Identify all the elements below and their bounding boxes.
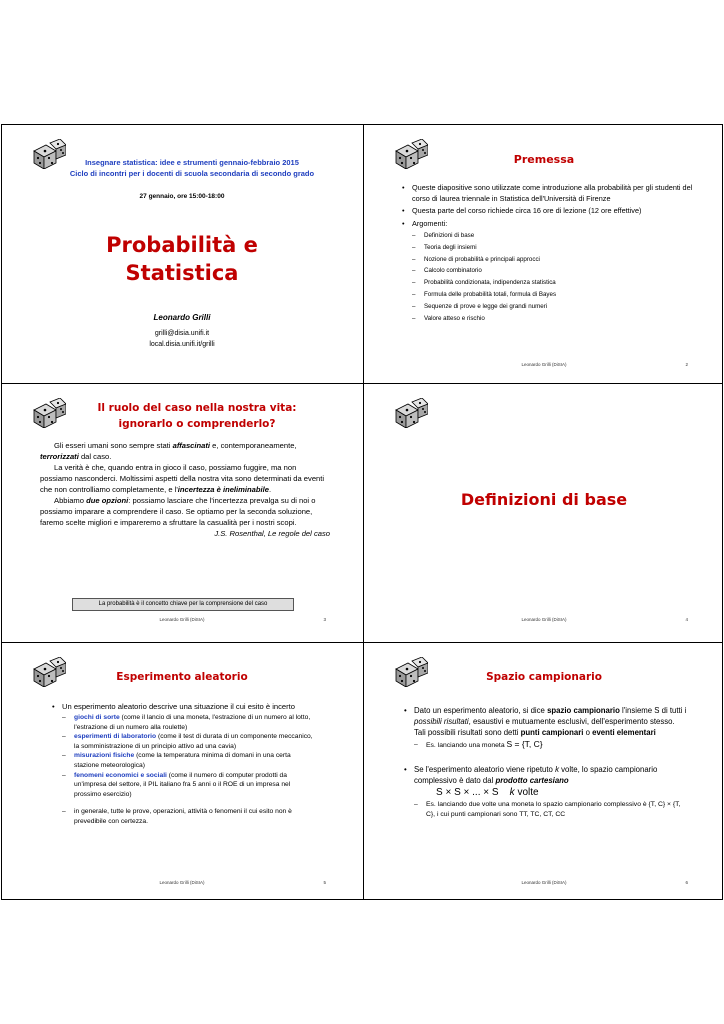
bullet-text: Un esperimento aleatorio descrive una situazione il cui esito è incerto: [62, 702, 295, 711]
example-item: [62, 771, 314, 800]
topic-item: [412, 313, 698, 325]
page-number: 6: [685, 880, 688, 885]
term: possibili risultati: [414, 717, 469, 726]
bullet-text: Queste diapositive sono utilizzate come introduzione alla probabilità per gli studenti del corso di laurea triennale in Statistica dell'Università di Firenze: [412, 183, 693, 203]
quote-attribution: J.S. Rosenthal, Le regole del caso: [214, 529, 330, 538]
slide-footer: Leonardo Grilli (DiSIA): [521, 880, 567, 885]
essay-text: [40, 440, 330, 539]
example-item: [414, 739, 688, 751]
title-line1: Probabilità e: [106, 233, 258, 257]
term: spazio campionario: [547, 706, 620, 715]
bullet-item: [402, 206, 698, 217]
bullet-item: [402, 219, 698, 325]
title-line1: Il ruolo del caso nella nostra vita:: [97, 402, 297, 414]
bullet-text: Questa parte del corso richiede circa 16 ore di lezione (12 ore effettive): [412, 206, 642, 215]
slide-footer: Leonardo Grilli (DiSIA): [159, 617, 205, 622]
bullet-item: [404, 764, 688, 819]
term: prodotto cartesiano: [495, 776, 569, 785]
example-item: [62, 732, 314, 751]
example-term: fenomeni economici e sociali: [74, 771, 167, 779]
example-desc: (come il lancio di una moneta, l'estrazione di un numero al lotto, l'estrazione di un numero alla roulette): [74, 714, 311, 731]
author-website: local.disia.unifi.it/grilli: [149, 341, 215, 348]
formula: S × S × ... × S: [436, 787, 499, 798]
text: .: [268, 485, 272, 494]
topic-item: [412, 242, 698, 254]
slide-footer: Leonardo Grilli (DiSIA): [521, 617, 567, 622]
topics-list: [412, 230, 698, 324]
example-desc: (come il test di durata di un componente meccanico, la somministrazione di un principio attivo ad una cavia): [74, 733, 313, 750]
example-desc: (come la temperatura minima di domani in una certa stazione meteorologica): [74, 752, 291, 769]
page-number: 3: [323, 617, 326, 622]
text: La verità è che, quando entra in gioco il caso, possiamo fuggire, ma non possiamo nasconderci. Moltissimi aspetti della nostra vita sono determinati da eventi che non controlliamo completamente, e l': [40, 463, 325, 494]
slide-footer: Leonardo Grilli (DiSIA): [521, 362, 567, 367]
term: eventi elementari: [592, 728, 656, 737]
term: punti campionari: [520, 728, 584, 737]
paragraph-2: [40, 462, 330, 495]
example-desc: in generale, tutte le prove, operazioni, attività o fenomeni il cui esito non è prevedibile con certezza.: [74, 808, 292, 825]
text: : possiamo lasciare che l'incertezza prevalga su di noi o possiamo imparare a comprendere il caso. Se optiamo per la seconda soluzione, faremo scelte migliori e impareremo a sfruttare la casualità per i nostri scopi.: [40, 496, 316, 527]
topic-text: Teoria degli insiemi: [424, 243, 477, 251]
topic-item: [412, 277, 698, 289]
slide-title: Spazio campionario: [486, 671, 602, 683]
slide-footer: Leonardo Grilli (DiSIA): [159, 880, 205, 885]
topic-text: Definizioni di base: [424, 232, 475, 239]
variable: k: [555, 765, 559, 774]
text: volte, lo spazio campionario complessivo è dato dal: [414, 765, 658, 785]
topic-text: Sequenze di prove e legge dei grandi numeri: [424, 302, 548, 310]
example-term: misurazioni fisiche: [74, 752, 135, 760]
slide-5-esperimento-aleatorio: [2, 643, 362, 901]
lecture-date: 27 gennaio, ore 15:00-18:00: [139, 193, 225, 200]
section-title: Definizioni di base: [460, 490, 628, 509]
bullet-list: [52, 701, 314, 827]
text: o: [583, 728, 593, 737]
presentation-title: [2, 231, 362, 287]
variable: k: [509, 787, 515, 798]
text: , esaustivi e mutuamente esclusivi, dell'esperimento stesso. Tali possibili risultati sono detti: [414, 717, 675, 737]
text: e, contemporaneamente,: [210, 441, 297, 450]
sub-list: [414, 739, 688, 751]
slide-title: [42, 400, 352, 432]
emphasis: terrorizzati: [40, 452, 79, 461]
text: Es. lanciando due volte una moneta lo spazio campionario complessivo è {T, C} × {T, C}, i cui punti campionari sono TT, TC, CT, CC: [426, 801, 681, 818]
sub-list: [414, 800, 688, 819]
author-name: Leonardo Grilli: [153, 313, 211, 322]
topic-text: Valore atteso e rischio: [424, 314, 485, 322]
slide-title: Esperimento aleatorio: [116, 671, 248, 683]
emphasis: due opzioni: [86, 496, 129, 505]
cartesian-formula: [414, 786, 688, 799]
topic-text: Nozione di probabilità e principali approcci: [424, 255, 540, 263]
example-term: giochi di sorte: [74, 714, 120, 721]
handout-grid: [1, 124, 723, 900]
bullet-item: [404, 705, 688, 751]
slide-4-definizioni: [364, 384, 724, 642]
course-header: [42, 157, 342, 179]
topic-text: Formula delle probabilità totali, formula di Bayes: [424, 290, 557, 298]
emphasis: incertezza è ineliminabile: [177, 485, 269, 494]
topic-item: [412, 301, 698, 313]
bullet-item: [402, 183, 698, 204]
slide-3-ruolo-del-caso: [2, 384, 362, 642]
key-concept-callout: La probabilità è il concetto chiave per la comprensione del caso: [72, 598, 294, 611]
course-header-line1: Insegnare statistica: idee e strumenti gennaio-febbraio 2015: [85, 158, 299, 167]
formula: S = {T, C}: [506, 739, 543, 749]
text: Gli esseri umani sono sempre stati: [54, 441, 173, 450]
author-email: grilli@disia.unifi.it: [154, 330, 210, 337]
topic-text: Calcolo combinatorio: [424, 267, 482, 275]
example-desc: (come il numero di computer prodotti da un'impresa del settore, il PIL italiano fra 5 anni o il ROE di un impresa nel prossimo esercizio): [74, 771, 291, 798]
text: volte: [514, 787, 539, 798]
page-number: 4: [685, 617, 688, 622]
title-line2: Statistica: [125, 261, 239, 285]
example-item: [62, 807, 314, 826]
examples-list: [62, 713, 314, 827]
example-term: esperimenti di laboratorio: [74, 733, 157, 741]
topic-item: [412, 265, 698, 277]
paragraph-1: [40, 440, 330, 462]
topic-item: [412, 230, 698, 242]
text: Dato un esperimento aleatorio, si dice: [414, 706, 548, 715]
slide-title: Premessa: [513, 153, 575, 166]
slide-6-spazio-campionario: [364, 643, 724, 901]
bullet-list: [404, 705, 688, 819]
page-number: 5: [323, 880, 326, 885]
topic-item: [412, 254, 698, 266]
page-number: 2: [685, 362, 688, 367]
text: Se l'esperimento aleatorio viene ripetuto: [414, 765, 556, 774]
slide-2-premessa: [364, 125, 724, 383]
example-item: [62, 751, 314, 770]
paragraph-3: [40, 495, 330, 528]
bullet-text: Argomenti:: [412, 218, 448, 228]
topic-item: [412, 289, 698, 301]
emphasis: affascinati: [172, 441, 211, 450]
bullet-item: [52, 701, 314, 827]
slide-1-cover: [2, 125, 362, 383]
title-line2: ignorarlo o comprenderlo?: [118, 418, 276, 430]
dice-icon: [394, 398, 428, 428]
text: dal caso.: [78, 452, 112, 461]
text: Abbiamo: [54, 496, 87, 505]
text: l'insieme S di tutti i: [619, 706, 687, 715]
example-item: [414, 800, 688, 819]
topic-text: Probabilità condizionata, indipendenza statistica: [424, 279, 556, 287]
course-header-line2: Ciclo di incontri per i docenti di scuola secondaria di secondo grado: [69, 169, 315, 178]
bullet-list: [402, 183, 698, 324]
author-contact: [2, 328, 362, 350]
text: Es. lanciando una moneta: [426, 742, 507, 749]
example-item: [62, 713, 314, 732]
